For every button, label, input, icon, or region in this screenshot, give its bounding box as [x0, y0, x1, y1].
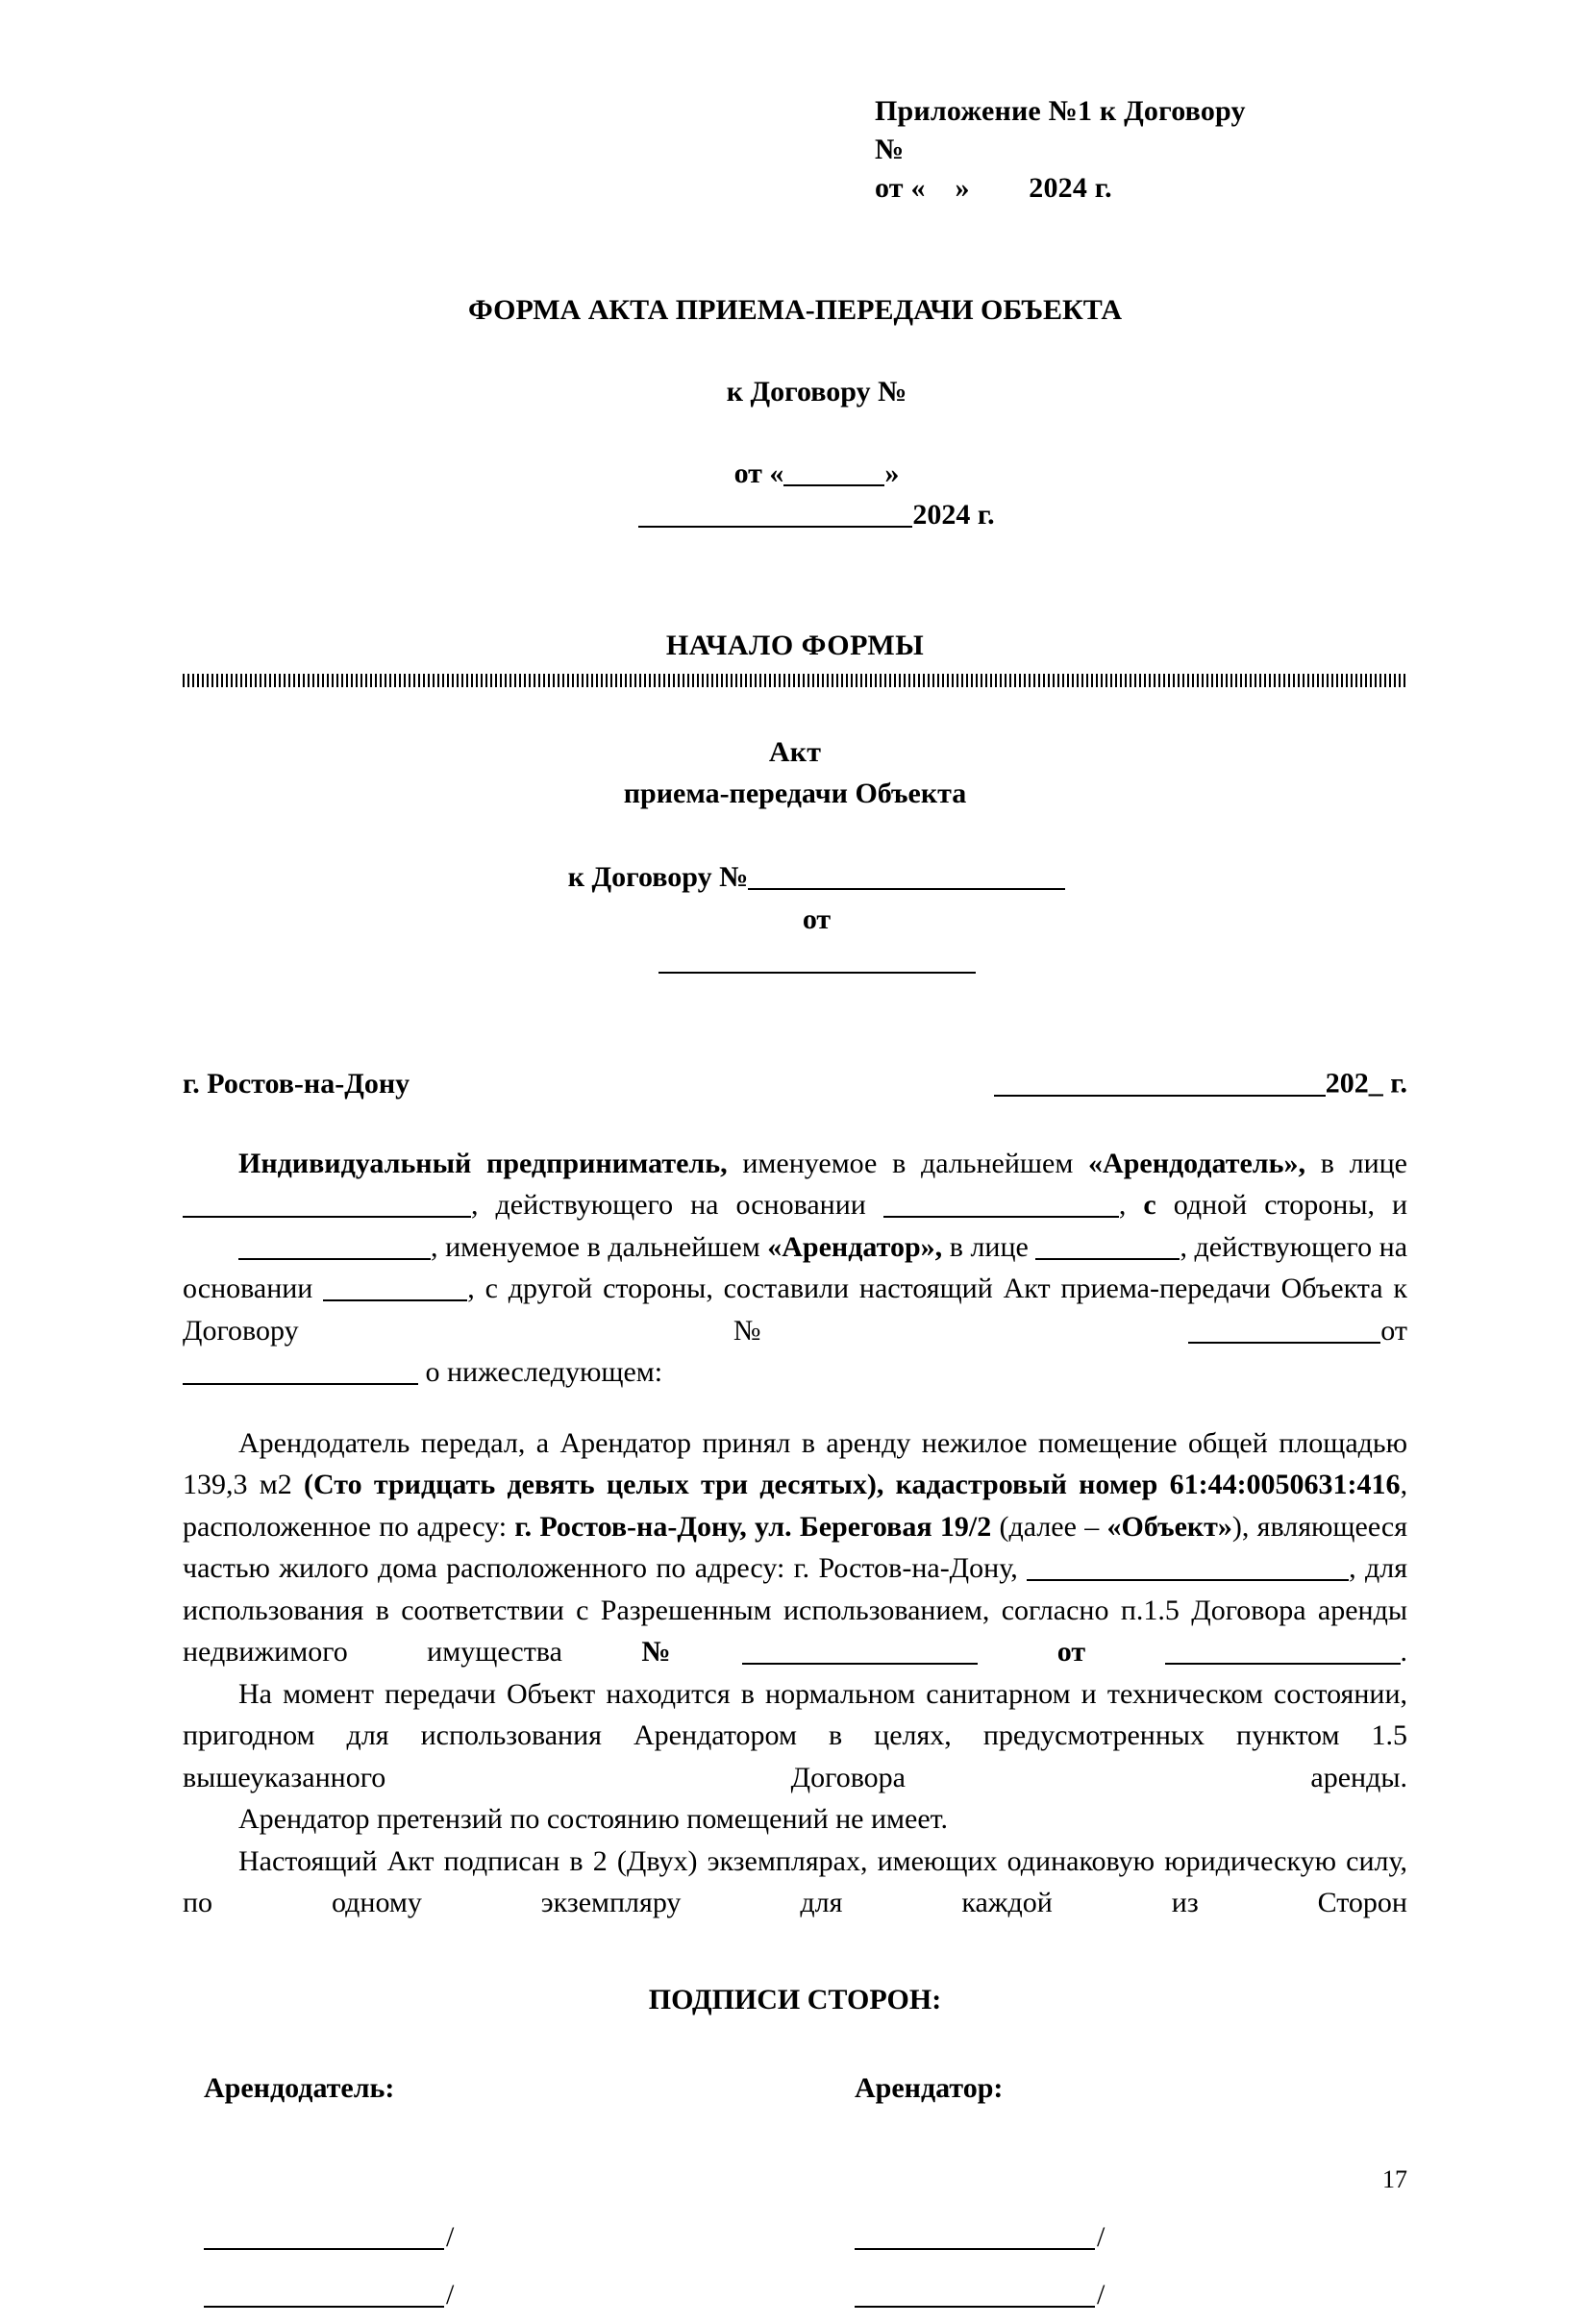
- spacer: [183, 1394, 1407, 1422]
- tenant-name-blank: [238, 1227, 431, 1260]
- landlord-slash-1: /: [446, 2220, 455, 2253]
- cadastral-label: кадастровый номер: [895, 1469, 1158, 1501]
- form-title-day-blank: [783, 455, 884, 487]
- act-contract-number-blank-2: [1188, 1311, 1380, 1344]
- landlord-signature-label: Арендодатель:: [204, 2071, 395, 2104]
- paragraph-tenant-tail: [183, 1351, 1407, 1394]
- act-contract-label: к Договору №: [567, 861, 749, 894]
- signatures-title: ПОДПИСИ СТОРОН:: [648, 1983, 942, 2015]
- landlord-rep-label: в лице: [1320, 1147, 1407, 1179]
- tenant-term: «Арендатор»,: [767, 1230, 943, 1263]
- tenant-signature-line-1[interactable]: [855, 2209, 1407, 2266]
- form-title-date-prefix: от «: [733, 457, 784, 490]
- tenant-signature-blank-1[interactable]: [855, 2217, 1095, 2250]
- city-date-row: [183, 1064, 1407, 1100]
- act-from-label: от: [1380, 1314, 1407, 1347]
- form-title-month-blank: [638, 495, 912, 528]
- landlord-acting-text: , действующего на основании: [471, 1189, 866, 1222]
- page-number: 17: [1382, 2165, 1407, 2193]
- form-border-top: [183, 674, 1407, 687]
- object-area-unit: м2: [259, 1469, 292, 1501]
- tenant-slash-2: /: [1097, 2278, 1106, 2311]
- document-year-label: 202_ г.: [1325, 1067, 1407, 1100]
- act-date-label: от: [802, 902, 832, 935]
- object-address-lead: , расположенное по адресу:: [183, 1469, 1408, 1543]
- act-heading: [183, 731, 1407, 1025]
- appendix-header-line-3: от « » 2024 г.: [875, 171, 1112, 204]
- form-title-contract-label: к Договору №: [726, 375, 907, 408]
- paragraph-no-claims: Арендатор претензий по состоянию помещений не имеет.: [238, 1803, 949, 1836]
- landlord-rep-blank: [183, 1186, 471, 1219]
- object-usage-text: , для использования в соответствии с Разрешенным использованием, согласно п.1.5 Договора аренды недвижимого имущества: [183, 1552, 1407, 1669]
- document-date: [994, 1064, 1407, 1100]
- tenant-rep-blank: [1035, 1227, 1180, 1260]
- form-title-line-1: ФОРМА АКТА ПРИЕМА-ПЕРЕДАЧИ ОБЪЕКТА: [468, 293, 1122, 326]
- start-of-form-heading: НАЧАЛО ФОРМЫ: [665, 629, 925, 661]
- object-area-value: 139,3: [183, 1469, 248, 1501]
- tenant-act-text: , с другой стороны, составили настоящий Акт приема-передачи Объекта к Договору №: [183, 1273, 1408, 1347]
- landlord-entity-type: Индивидуальный предприниматель,: [238, 1147, 728, 1179]
- landlord-side-text: одной стороны, и: [1173, 1189, 1408, 1222]
- signature-labels-row: [183, 2072, 1407, 2105]
- landlord-basis-blank: [883, 1186, 1119, 1219]
- contract-number-label: №: [641, 1636, 743, 1669]
- act-contract-number-blank: [748, 858, 1065, 891]
- tenant-rep-label: в лице: [949, 1230, 1029, 1263]
- document-date-blank: [994, 1064, 1326, 1097]
- landlord-signature-blank-1[interactable]: [204, 2217, 444, 2250]
- object-alias-term: «Объект»: [1106, 1510, 1232, 1543]
- city-label: г. Ростов-на-Дону: [183, 1067, 410, 1100]
- form-title-year: 2024 г.: [912, 498, 995, 531]
- object-transfer-text: Арендодатель передал, а Арендатор принял в аренду нежилое помещение общей площадью: [238, 1426, 1407, 1459]
- landlord-side-emphasis: с: [1143, 1189, 1156, 1222]
- form-title-line-2: [183, 331, 1407, 577]
- paragraph-object-description: [183, 1422, 1407, 1673]
- landlord-signature-line-2[interactable]: [204, 2266, 795, 2324]
- paragraph-copies: Настоящий Акт подписан в 2 (Двух) экземплярах, имеющих одинаковую юридическую силу, по одному экземпляру для каждой из Сторон: [183, 1844, 1407, 1919]
- paragraph-condition: На момент передачи Объект находится в нормальном санитарном и техническом состоянии, пригодном для использования Арендатором в целях, предусмотренных пунктом 1.5 вышеуказанного Договора аренды.: [183, 1677, 1407, 1793]
- appendix-header-line-2: №: [875, 133, 905, 165]
- house-address-blank: [1027, 1549, 1349, 1582]
- parties-block: [183, 1143, 1407, 1924]
- object-part-of-house-text: ), являющееся частью жилого дома расположенного по адресу: г. Ростов-на-Дону,: [183, 1510, 1408, 1585]
- tenant-signature-line-2[interactable]: [855, 2266, 1407, 2324]
- object-area-words: (Сто тридцать девять целых три десятых),: [304, 1469, 884, 1501]
- tenant-slash-1: /: [1097, 2220, 1106, 2253]
- object-alias-lead: (далее –: [999, 1510, 1100, 1543]
- paragraph-tenant: [183, 1226, 1407, 1352]
- cadastral-number: 61:44:0050631:416: [1169, 1469, 1401, 1501]
- act-date-blank: [658, 942, 976, 975]
- act-heading-line-3: [183, 815, 1407, 1025]
- landlord-signature-line-1[interactable]: [204, 2209, 795, 2266]
- appendix-header-line-1: Приложение №1 к Договору: [875, 95, 1246, 127]
- appendix-header: [183, 0, 1407, 208]
- tenant-signature-label: Арендатор:: [855, 2071, 1004, 2104]
- form-title-date-suffix: »: [884, 457, 900, 490]
- landlord-signature-lines: [183, 2209, 795, 2324]
- landlord-comma: ,: [1118, 1189, 1127, 1222]
- object-address: г. Ростов-на-Дону, ул. Береговая 19/2: [514, 1510, 992, 1543]
- contract-date-label: от: [1056, 1636, 1086, 1669]
- act-date-blank-2: [183, 1353, 418, 1386]
- landlord-term: «Арендодатель»,: [1088, 1147, 1305, 1179]
- landlord-signature-blank-2[interactable]: [204, 2275, 444, 2308]
- contract-number-blank: [742, 1633, 978, 1666]
- paragraph-landlord: [183, 1143, 1407, 1226]
- signature-lines-row: [183, 2209, 1407, 2324]
- following-text: о нижеследующем:: [425, 1356, 663, 1389]
- tenant-acting-text: , действующего на основании: [183, 1230, 1408, 1305]
- tenant-named-text: , именуемое в дальнейшем: [431, 1230, 760, 1263]
- landlord-named-text: именуемое в дальнейшем: [742, 1147, 1074, 1179]
- act-heading-line-1: Акт: [768, 735, 822, 768]
- form-title: [183, 290, 1407, 577]
- tenant-signature-lines: [795, 2209, 1407, 2324]
- act-heading-line-2: приема-передачи Объекта: [623, 778, 967, 810]
- tenant-basis-blank: [323, 1270, 467, 1302]
- spacer: [183, 1100, 1407, 1143]
- contract-date-blank: [1165, 1633, 1401, 1666]
- object-sentence-end: .: [1400, 1636, 1408, 1669]
- tenant-signature-blank-2[interactable]: [855, 2275, 1095, 2308]
- landlord-slash-2: /: [446, 2278, 455, 2311]
